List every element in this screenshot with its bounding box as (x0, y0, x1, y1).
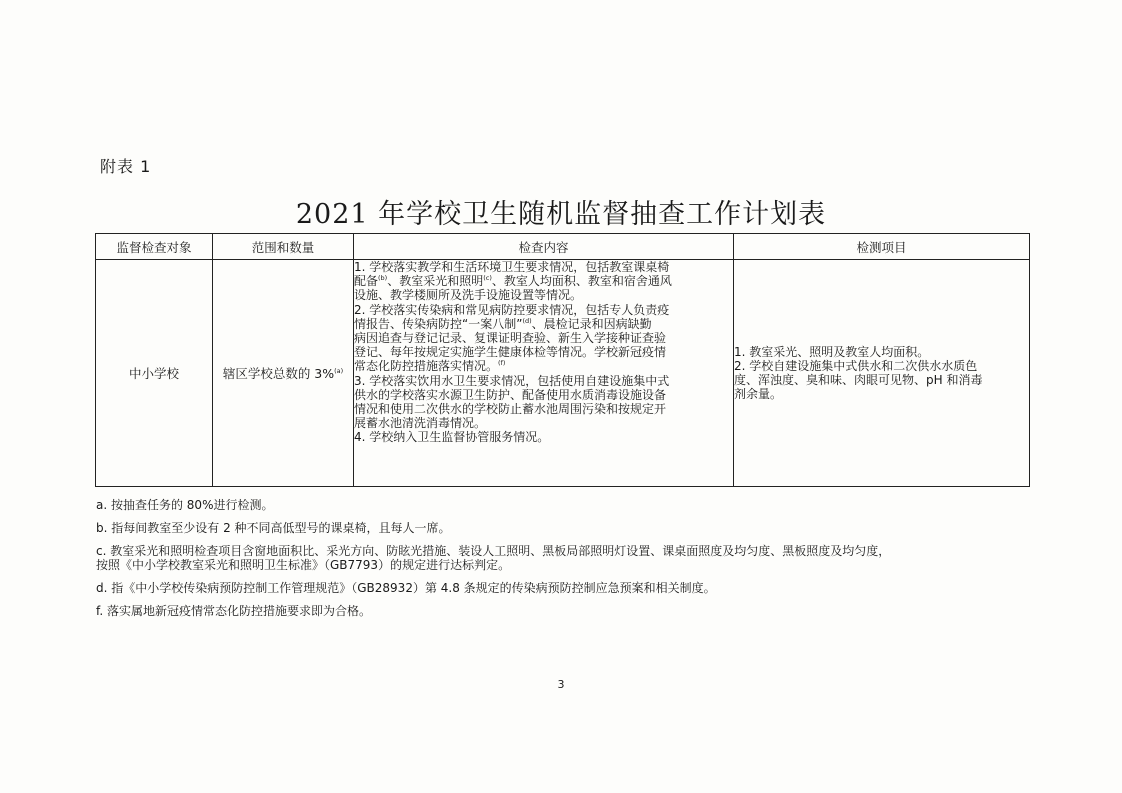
footnote-text: 指《中小学校传染病预防控制工作管理规范》（GB28932）第 4.8 条规定的传染病预防控制应急预案和相关制度。 (111, 581, 716, 595)
footnotes (96, 498, 1056, 627)
test-items-cell (734, 260, 1030, 487)
page-number: 3 (557, 678, 565, 691)
inspection-item-text: 、教室人均面积、教室和宿舍通风 (491, 274, 672, 289)
table-row (96, 260, 1030, 487)
footnote-text: 指每间教室至少设有 2 种不同高低型号的课桌椅，且每人一席。 (111, 521, 451, 535)
test-item-line: 1. 教室采光、照明及教室人均面积。 (734, 344, 930, 359)
inspection-item-text: 配备 (354, 274, 379, 289)
column-header-test-items: 检测项目 (734, 234, 1030, 260)
inspection-item-line (354, 288, 733, 302)
footnote-label: b. (96, 521, 112, 535)
inspection-item-line (354, 260, 733, 274)
footnote-label: c. (96, 544, 111, 558)
footnote-ref: (f) (498, 359, 506, 368)
inspection-item-text: 3. 学校落实饮用水卫生要求情况，包括使用自建设施集中式 (354, 373, 670, 388)
target-cell: 中小学校 (96, 260, 213, 487)
footnote-ref: (c) (483, 274, 492, 283)
inspection-item-line (354, 374, 733, 388)
table-header-row (96, 234, 1030, 260)
inspection-item-text: 4. 学校纳入卫生监督协管服务情况。 (354, 430, 550, 445)
inspection-item-text: 展蓄水池清洗消毒情况。 (354, 416, 487, 431)
inspection-plan-table (95, 233, 1030, 487)
footnote-item (96, 521, 1056, 535)
column-header-target: 监督检查对象 (96, 234, 213, 260)
footnote-text: 按抽查任务的 80%进行检测。 (110, 498, 274, 512)
inspection-item-line (354, 430, 733, 444)
scope-cell (213, 260, 354, 487)
inspection-content-cell (354, 260, 734, 487)
footnote-item (96, 581, 1056, 595)
scope-footnote-ref: (a) (334, 366, 344, 375)
footnote-label: d. (96, 581, 112, 595)
footnote-label: a. (96, 498, 111, 512)
footnote-ref: (b) (378, 274, 388, 283)
test-item-line: 度、浑浊度、臭和味、肉眼可见物、pH 和消毒 (734, 373, 983, 387)
footnote-item (96, 498, 1056, 512)
inspection-item-text: 情况和使用二次供水的学校防止蓄水池周围污染和按规定开 (354, 402, 667, 417)
footnote-item (96, 544, 1056, 572)
inspection-item-text: 、晨检记录和因病缺勤 (531, 316, 652, 331)
inspection-item-text: 2. 学校落实传染病和常见病防控要求情况，包括专人负责疫 (354, 302, 670, 317)
inspection-item-text: 设施、教学楼厕所及洗手设施设置等情况。 (354, 288, 583, 303)
inspection-item-line (354, 359, 733, 373)
column-header-inspection-content: 检查内容 (354, 234, 734, 260)
inspection-item-text: 病因追查与登记记录、复课证明查验、新生入学接种证查验 (354, 331, 667, 346)
scope-text: 辖区学校总数的 3% (222, 366, 335, 381)
inspection-item-text: 登记、每年按规定实施学生健康体检等情况。学校新冠疫情 (354, 345, 667, 360)
footnote-item (96, 604, 1056, 618)
footnote-text: 落实属地新冠疫情常态化防控措施要求即为合格。 (106, 604, 371, 618)
annex-label: 附表 1 (100, 157, 152, 176)
inspection-item-line (354, 416, 733, 430)
inspection-item-text: 1. 学校落实教学和生活环境卫生要求情况，包括教室课桌椅 (354, 260, 670, 274)
inspection-item-text: 、教室采光和照明 (387, 274, 484, 289)
test-item-line: 剂余量。 (734, 387, 783, 402)
inspection-item-line (354, 303, 733, 317)
inspection-item-line (354, 274, 733, 288)
inspection-item-line (354, 388, 733, 402)
inspection-item-line (354, 402, 733, 416)
inspection-item-line (354, 317, 733, 331)
footnote-text: 按照《中小学校教室采光和照明卫生标准》（GB7793）的规定进行达标判定。 (96, 558, 511, 572)
footnote-label: f. (96, 604, 107, 618)
column-header-scope: 范围和数量 (213, 234, 354, 260)
footnote-ref: (d) (522, 316, 532, 325)
inspection-item-line (354, 345, 733, 359)
inspection-item-text: 供水的学校落实水源卫生防护、配备使用水质消毒设施设备 (354, 387, 667, 402)
footnote-text: 教室采光和照明检查项目含窗地面积比、采光方向、防眩光措施、装设人工照明、黑板局部照明灯设置、课桌面照度及均匀度、黑板照度及均匀度， (110, 544, 891, 558)
inspection-item-text: 情报告、传染病防控“一案八制” (354, 316, 523, 331)
test-item-line: 2. 学校自建设施集中式供水和二次供水水质色 (734, 358, 978, 373)
page-title: 2021 年学校卫生随机监督抽查工作计划表 (295, 199, 827, 230)
inspection-item-line (354, 331, 733, 345)
inspection-item-text: 常态化防控措施落实情况。 (354, 359, 499, 374)
